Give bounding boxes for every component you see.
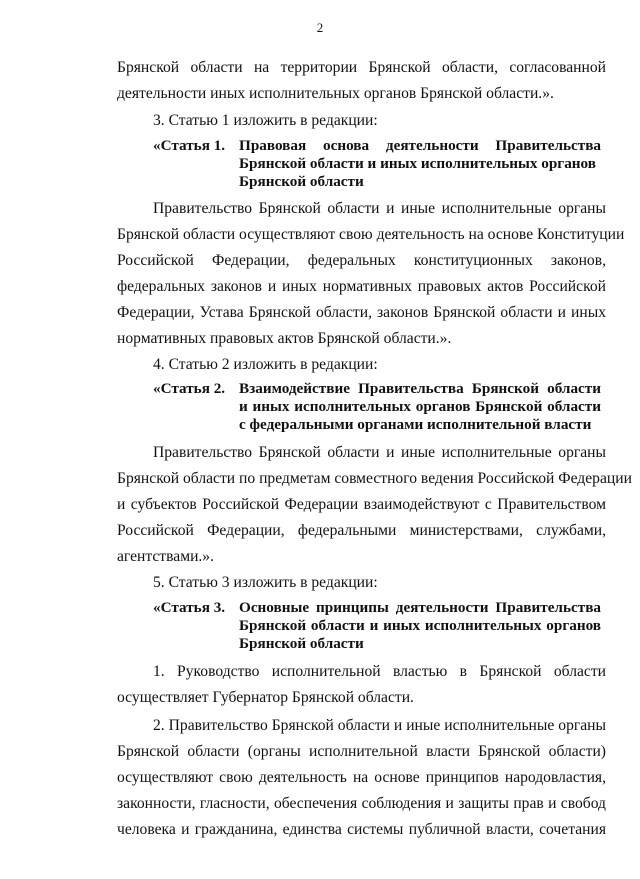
paragraph-line: Брянской области осуществляют свою деятельность на основе Конституции: [117, 226, 625, 243]
paragraph-line: деятельности иных исполнительных органов Брянской области.».: [117, 85, 554, 102]
paragraph-line: человека и гражданина, единства системы публичной власти, сочетания: [117, 821, 606, 838]
article-title: [239, 137, 601, 191]
paragraph-line: Федерации, Устава Брянской области, законов Брянской области и иных: [117, 304, 606, 321]
paragraph-line: федеральных законов и иных нормативных правовых актов Российской: [117, 278, 606, 295]
article-title-line: Основные принципы деятельности Правительства: [239, 599, 601, 616]
paragraph-line: законности, гласности, обеспечения соблюдения и защиты прав и свобод: [117, 795, 606, 812]
article-title: [239, 599, 601, 653]
article-title-line: Брянской области: [239, 173, 364, 190]
article-label: «Статья 3.: [153, 599, 226, 616]
paragraph-line: Российской Федерации, федеральными министерствами, службами,: [117, 522, 606, 539]
paragraph-line: Правительство Брянской области и иные исполнительные органы: [153, 444, 606, 461]
paragraph-line: Правительство Брянской области и иные исполнительные органы: [153, 200, 606, 217]
article-title-line: с федеральными органами исполнительной власти: [239, 416, 592, 433]
paragraph-line: Брянской области по предметам совместного ведения Российской Федерации: [117, 470, 632, 487]
amendment-item-4: 4. Статью 2 изложить в редакции:: [153, 356, 378, 373]
article-title-line: Брянской области: [239, 635, 364, 652]
paragraph-line: осуществляют свою деятельность на основе принципов народовластия,: [117, 769, 606, 786]
article-title-line: Взаимодействие Правительства Брянской области: [239, 380, 601, 397]
page-number: 2: [316, 20, 324, 35]
article-label: «Статья 1.: [153, 137, 226, 154]
article-title: [239, 380, 601, 434]
paragraph-line: Брянской области на территории Брянской области, согласованной: [117, 59, 606, 76]
paragraph-line: Брянской области (органы исполнительной власти Брянской области): [117, 743, 606, 760]
paragraph-line: 2. Правительство Брянской области и иные исполнительные органы: [153, 717, 606, 734]
article-title-line: и иных исполнительных органов Брянской области: [239, 398, 601, 415]
amendment-item-3: 3. Статью 1 изложить в редакции:: [153, 112, 378, 129]
article-label: «Статья 2.: [153, 380, 226, 397]
paragraph-line: 1. Руководство исполнительной властью в Брянской области: [153, 663, 606, 680]
paragraph-line: агентствами.».: [117, 548, 215, 565]
amendment-item-5: 5. Статью 3 изложить в редакции:: [153, 574, 378, 591]
article-title-line: Правовая основа деятельности Правительства: [239, 137, 601, 154]
paragraph-line: нормативных правовых актов Брянской области.».: [117, 330, 452, 347]
paragraph-line: осуществляет Губернатор Брянской области.: [117, 689, 414, 706]
article-title-line: Брянской области и иных исполнительных органов: [239, 155, 596, 172]
paragraph-line: и субъектов Российской Федерации взаимодействуют с Правительством: [117, 496, 606, 513]
paragraph-line: Российской Федерации, федеральных конституционных законов,: [117, 252, 606, 269]
article-title-line: Брянской области и иных исполнительных органов: [239, 617, 601, 634]
